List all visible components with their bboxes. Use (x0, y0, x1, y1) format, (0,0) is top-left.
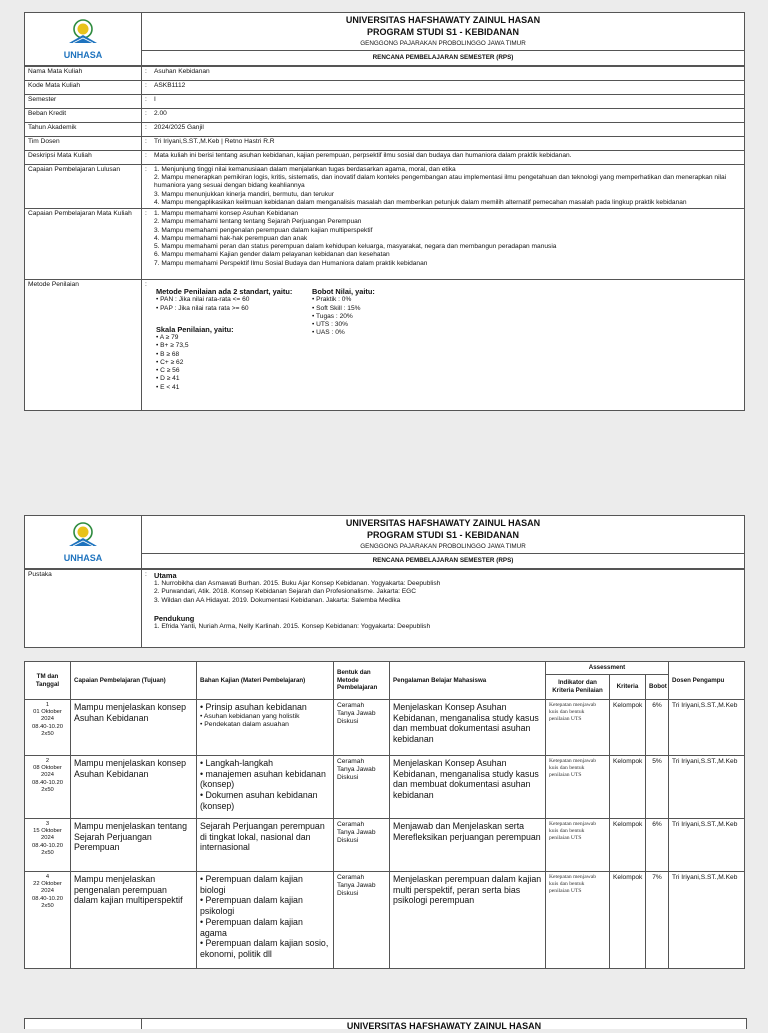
info-value: Asuhan Kebidanan (154, 68, 210, 75)
logo-cell (25, 13, 142, 66)
info-value: ASKB1112 (154, 82, 186, 89)
colon: : (145, 124, 147, 131)
page-2 (24, 515, 745, 648)
tm-line: 3 (45, 821, 50, 827)
cpl-item: 1. Menjunjung tinggi nilai kemanusiaan dalam menjalankan tugas berdasarkan agama, moral, dan etika (154, 166, 456, 173)
bahan-item: • Perempuan dalam kajian psikologi (200, 895, 303, 917)
dosen-cell: Tri Iriyani,S.ST.,M.Keb (669, 819, 745, 872)
colon: : (145, 210, 147, 218)
info-value-cell (142, 81, 745, 95)
info-label: Tim Dosen (25, 137, 142, 151)
schedule-row (25, 756, 745, 819)
info-row (25, 81, 745, 95)
tm-line: 15 Oktober (33, 828, 62, 835)
cpl-cell (142, 165, 745, 209)
bentuk-cell (334, 700, 390, 756)
skala-item: • C+ ≥ 62 (156, 358, 184, 366)
th-capaian: Capaian Pembelajaran (Tujuan) (71, 662, 197, 700)
tm-line: 01 Oktober (33, 709, 62, 716)
info-value-cell (142, 109, 745, 123)
tm-line: 2x50 (41, 786, 54, 793)
bentuk-item: Ceramah (337, 758, 365, 765)
pengalaman-cell: Menjelaskan Konsep Asuhan Kebidanan, menganalisa study kasus dan membuat dokumentasi asuhan kebidanan (390, 756, 546, 819)
kriteria-cell: Kelompok (610, 700, 646, 756)
capaian-cell: Mampu menjelaskan konsep Asuhan Kebidanan (71, 700, 197, 756)
standar-title: Metode Penilaian ada 2 standart, yaitu: (156, 287, 293, 297)
bahan-item: • Pendekatan dalam asuahan (200, 721, 289, 728)
schedule-table (24, 661, 745, 969)
tm-line: 2024 (41, 835, 54, 842)
unhasa-logo-icon (61, 17, 105, 47)
utama-ref: 1. Nurrobikha dan Asmawati Burhan. 2015. Buku Ajar Konsep Kebidanan. Yogyakarta: Deepublish (154, 580, 441, 588)
dosen-cell: Tri Iriyani,S.ST.,M.Keb (669, 756, 745, 819)
cpmk-item: 1. Mampu memahami konsep Asuhan Kebidanan (154, 210, 299, 218)
schedule-row (25, 700, 745, 756)
bahan-item: • Langkah-langkah (200, 758, 274, 768)
pengalaman-cell: Menjawab dan Menjelaskan serta Merefleksikan perjuangan perempuan (390, 819, 546, 872)
pustaka-table (24, 569, 745, 648)
logo-text: UNHASA (63, 552, 103, 563)
utama-ref: 2. Purwandari, Atik. 2018. Konsep Kebidanan Sejarah dan Profesionalisme. Jakarta: EGC (154, 588, 417, 596)
tm-line: 4 (45, 874, 50, 880)
th-bahan: Bahan Kajian (Materi Pembelajaran) (197, 662, 334, 700)
program-name: PROGRAM STUDI S1 - KEBIDANAN (366, 26, 519, 37)
bahan-item: • Perempuan dalam kajian biologi (200, 874, 303, 895)
info-value-cell (142, 123, 745, 137)
th-indikator: Indikator dan Kriteria Penilaian (546, 675, 610, 700)
page-3-divider (141, 1019, 142, 1029)
schedule-row (25, 872, 745, 969)
bahan-item: • manajemen asuhan kebidanan (konsep) (200, 768, 326, 790)
colon: : (145, 96, 147, 103)
cpl-item: 2. Mampu menerapkan pemikiran logis, kritis, sistematis, dan inovatif dalam konteks pengembangan atau implementasi ilmu pengetahuan dan teknologi yang memperhatikan dan menerapkan nilai humaniora yang sesuai dengan bidang keahliannya (154, 174, 727, 190)
schedule-row (25, 819, 745, 872)
skala-item: • B+ ≥ 73,5 (156, 342, 189, 350)
info-label: Deskripsi Mata Kuliah (25, 151, 142, 165)
tm-line: 08.40-10.20 (32, 723, 63, 730)
tm-line: 2024 (41, 888, 54, 895)
info-value-cell (142, 151, 745, 165)
tm-cell (25, 756, 71, 819)
cpmk-cell (142, 209, 745, 280)
colon: : (145, 281, 147, 289)
bahan-cell (197, 819, 334, 872)
skala-item: • A ≥ 79 (156, 334, 179, 342)
dosen-cell: Tri Iriyani,S.ST.,M.Keb (669, 872, 745, 969)
skala-item: • C ≥ 56 (156, 367, 180, 375)
university-block (142, 516, 745, 554)
pustaka-cell (142, 570, 745, 648)
bahan-item: • Dokumen asuhan kebidanan (konsep) (200, 790, 318, 811)
indikator-cell: Ketepatan menjawab kuis dan bentuk penilaian UTS (546, 756, 610, 819)
cpl-list (154, 166, 741, 207)
tm-cell (25, 819, 71, 872)
th-kriteria: Kriteria (610, 675, 646, 700)
standar-item: • PAP : Jika nilai rata rata >= 60 (156, 304, 249, 312)
bahan-item: Sejarah Perjuangan perempuan di tingkat lokal, nasional dan internasional (200, 821, 325, 853)
pendukung-list (154, 623, 741, 631)
pendukung-title: Pendukung (154, 613, 195, 623)
skala-list (156, 334, 312, 392)
dosen-cell: Tri Iriyani,S.ST.,M.Keb (669, 700, 745, 756)
bahan-cell (197, 872, 334, 969)
capaian-cell: Mampu menjelaskan tentang Sejarah Perjuangan Perempuan (71, 819, 197, 872)
tm-line: 1 (45, 702, 50, 708)
th-tm: TM dan Tanggal (25, 662, 71, 700)
page-1 (24, 12, 745, 411)
utama-title: Utama (154, 571, 177, 580)
info-value: I (154, 96, 156, 103)
bahan-cell (197, 700, 334, 756)
tm-line: 2024 (41, 716, 54, 723)
pendukung-ref: 1. Efrida Yanti, Nuriah Arma, Nelly Karlinah. 2015. Konsep Kebidanan: Yogyakarta: Deepublish (154, 623, 431, 631)
pustaka-label: Pustaka (25, 570, 142, 648)
colon: : (145, 82, 147, 89)
bobot-title: Bobot Nilai, yaitu: (312, 287, 375, 297)
cpl-label: Capaian Pembelajaran Lulusan (25, 165, 142, 209)
pengalaman-cell: Menjelaskan perempuan dalam kajian multi perspektif, peran serta bias psikologi perempuan (390, 872, 546, 969)
logo-cell (25, 516, 142, 569)
th-assessment: Assessment (546, 662, 669, 675)
capaian-cell: Mampu menjelaskan konsep Asuhan Kebidanan (71, 756, 197, 819)
tm-line: 2x50 (41, 849, 54, 856)
info-value: Tri Iriyani,S.ST.,M.Keb | Retno Hastri R.R (154, 138, 275, 145)
cpmk-item: 6. Mampu memahami Kajian gender dalam pelayanan kebidanan dan kesehatan (154, 251, 390, 259)
cpmk-item: 4. Mampu memahami hak-hak perempuan dan anak (154, 234, 308, 242)
tm-line: 2024 (41, 772, 54, 779)
bentuk-item: Diskusi (337, 718, 359, 726)
tm-cell (25, 872, 71, 969)
bahan-cell (197, 756, 334, 819)
bobot-item: • UAS : 0% (312, 329, 345, 337)
rps-header-table (24, 515, 745, 569)
info-value: 2024/2025 Ganjil (154, 124, 204, 131)
bentuk-item: Tanya Jawab (337, 882, 376, 890)
capaian-cell: Mampu menjelaskan pengenalan perempuan dalam kajian multiperspektif (71, 872, 197, 969)
info-row (25, 95, 745, 109)
bentuk-cell (334, 756, 390, 819)
info-value-cell (142, 137, 745, 151)
bentuk-cell (334, 872, 390, 969)
info-value: Mata kuliah ini berisi tentang asuhan kebidanan, kajian perempuan, perpsektif ilmu sosial dan budaya dan humaniora dalam praktik kebidanan. (154, 152, 572, 159)
bahan-item: • Perempuan dalam kajian agama (200, 916, 303, 938)
bobot-item: • Tugas : 20% (312, 312, 353, 320)
program-name: PROGRAM STUDI S1 - KEBIDANAN (366, 529, 519, 540)
info-value-cell (142, 67, 745, 81)
bentuk-item: Diskusi (337, 774, 359, 782)
bentuk-item: Ceramah (337, 702, 365, 709)
university-block (142, 13, 745, 51)
bobot-item: • UTS : 30% (312, 321, 349, 329)
university-address: GENGGONG PAJARAKAN PROBOLINGGO JAWA TIMUR (360, 40, 526, 48)
indikator-cell: Ketepatan menjawab kuis dan bentuk penilaian UTS (546, 700, 610, 756)
info-value-cell (142, 95, 745, 109)
standar-item: • PAN : Jika nilai rata-rata <= 60 (156, 296, 250, 304)
cpl-item: 3. Mampu menunjukkan kinerja mandiri, bermutu, dan terukur (154, 190, 334, 198)
document-title: RENCANA PEMBELAJARAN SEMESTER (RPS) (142, 554, 745, 569)
standar-list (156, 296, 312, 312)
metode-label: Metode Penilaian (25, 280, 142, 411)
utama-list (154, 580, 741, 605)
colon: : (145, 138, 147, 145)
colon: : (145, 166, 147, 173)
colon: : (145, 571, 147, 578)
info-row (25, 137, 745, 151)
cpmk-list (154, 210, 741, 268)
document-title: RENCANA PEMBELAJARAN SEMESTER (RPS) (142, 51, 745, 66)
bobot-cell: 5% (646, 756, 669, 819)
utama-ref: 3. Wildan dan AA Hidayat. 2019. Dokumentasi Kebidanan. Jakarta: Salemba Medika (154, 596, 401, 604)
kriteria-cell: Kelompok (610, 756, 646, 819)
info-row (25, 123, 745, 137)
unhasa-logo-icon (61, 520, 105, 550)
info-label: Beban Kredit (25, 109, 142, 123)
tm-line: 08.40-10.20 (32, 895, 63, 902)
th-bobot: Bobot (646, 675, 669, 700)
pengalaman-cell: Menjelaskan Konsep Asuhan Kebidanan, menganalisa study kasus dan membuat dokumentasi asuhan kebidanan (390, 700, 546, 756)
bentuk-item: Diskusi (337, 890, 359, 898)
schedule-section (24, 661, 745, 969)
university-name: UNIVERSITAS HAFSHAWATY ZAINUL HASAN (345, 14, 541, 25)
cpmk-item: 5. Mampu memahami peran dan status perempuan dalam kehidupan keluarga, masyarakat, negara dan membangun peradapan manusia (154, 243, 557, 251)
bentuk-item: Tanya Jawab (337, 829, 376, 837)
colon: : (145, 152, 147, 159)
bentuk-item: Diskusi (337, 837, 359, 845)
bentuk-item: Tanya Jawab (337, 766, 376, 774)
bahan-item: • Prinsip asuhan kebidanan (200, 702, 307, 712)
university-address: GENGGONG PAJARAKAN PROBOLINGGO JAWA TIMUR (360, 543, 526, 551)
kriteria-cell: Kelompok (610, 872, 646, 969)
bahan-item: • Perempuan dalam kajian sosio, ekonomi, politik dll (200, 938, 329, 960)
th-dosen: Dosen Pengampu (669, 662, 745, 700)
info-label: Semester (25, 95, 142, 109)
info-label: Tahun Akademik (25, 123, 142, 137)
indikator-cell: Ketepatan menjawab kuis dan bentuk penilaian UTS (546, 872, 610, 969)
bobot-cell: 7% (646, 872, 669, 969)
cpmk-label: Capaian Pembelajaran Mata Kuliah (25, 209, 142, 280)
skala-item: • B ≥ 68 (156, 350, 180, 358)
info-label: Nama Mata Kuliah (25, 67, 142, 81)
cpmk-item: 3. Mampu memahami pengenalan perempuan dalam kajian multiperspektif (154, 226, 373, 234)
bobot-item: • Praktik : 0% (312, 296, 352, 304)
info-value: 2.00 (154, 110, 167, 117)
tm-line: 22 Oktober (33, 881, 62, 888)
tm-line: 08.40-10.20 (32, 842, 63, 849)
bobot-cell: 6% (646, 819, 669, 872)
colon: : (145, 68, 147, 75)
skala-item: • E < 41 (156, 383, 180, 391)
course-info-table (24, 66, 745, 411)
cpl-item: 4. Mampu mengaplikasikan keilmuan kebidanan dalam menganalisis masalah dan memberikan petunjuk dalam memilih alternatif pemecahan masalah pada lingkup praktik kebidanan (154, 198, 687, 206)
skala-item: • D ≥ 41 (156, 375, 180, 383)
tm-line: 2 (45, 758, 50, 764)
th-pengalaman: Pengalaman Belajar Mahasiswa (390, 662, 546, 700)
bentuk-item: Ceramah (337, 821, 365, 828)
bentuk-item: Ceramah (337, 874, 365, 881)
cpmk-item: 7. Mampu memahami Perspektif Ilmu Sosial Budaya dan Humaniora dalam praktik kebidanan (154, 259, 428, 267)
rps-header-table (24, 12, 745, 66)
tm-line: 08 Oktober (33, 765, 62, 772)
kriteria-cell: Kelompok (610, 819, 646, 872)
bobot-list (312, 296, 375, 337)
bentuk-cell (334, 819, 390, 872)
cpmk-item: 2. Mampu memahami tentang tentang Sejarah Perjuangan Perempuan (154, 218, 362, 226)
bobot-item: • Soft Skill : 15% (312, 304, 361, 312)
bahan-item: • Asuhan kebidanan yang holistik (200, 712, 300, 720)
info-label: Kode Mata Kuliah (25, 81, 142, 95)
info-row (25, 109, 745, 123)
indikator-cell: Ketepatan menjawab kuis dan bentuk penilaian UTS (546, 819, 610, 872)
tm-line: 08.40-10.20 (32, 779, 63, 786)
tm-line: 2x50 (41, 730, 54, 737)
tm-cell (25, 700, 71, 756)
bentuk-item: Tanya Jawab (337, 710, 376, 718)
th-bentuk: Bentuk dan Metode Pembelajaran (334, 662, 390, 700)
tm-line: 2x50 (41, 902, 54, 909)
info-row (25, 151, 745, 165)
university-name: UNIVERSITAS HAFSHAWATY ZAINUL HASAN (345, 517, 541, 528)
logo-text: UNHASA (63, 49, 103, 60)
university-name: UNIVERSITAS HAFSHAWATY ZAINUL HASAN (346, 1021, 542, 1031)
skala-title: Skala Penilaian, yaitu: (156, 324, 234, 334)
info-row (25, 67, 745, 81)
bobot-cell: 6% (646, 700, 669, 756)
metode-cell (142, 280, 745, 411)
colon: : (145, 110, 147, 117)
